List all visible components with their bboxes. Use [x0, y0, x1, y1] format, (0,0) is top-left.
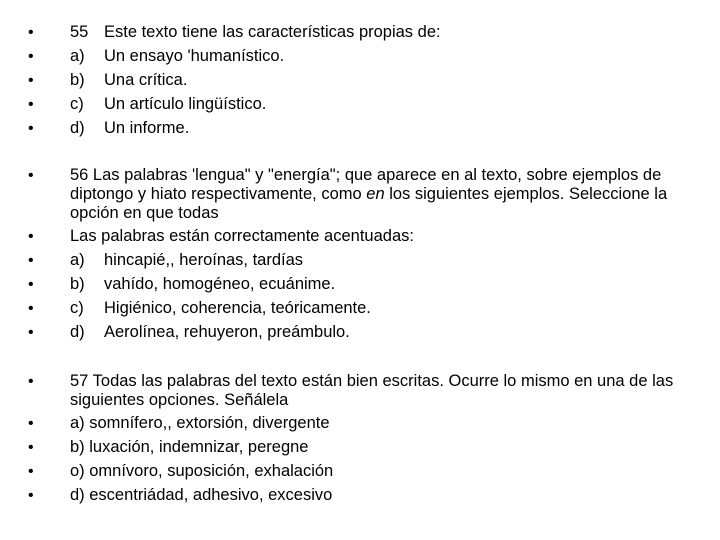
option-a	[28, 47, 698, 66]
option-a	[28, 251, 698, 270]
bullet: •	[28, 415, 34, 432]
question-56-line2	[28, 227, 698, 246]
bullet: •	[28, 48, 34, 65]
option-d	[28, 323, 698, 342]
question-55	[28, 23, 698, 143]
option-text: d) escentriádad, adhesivo, excesivo	[70, 486, 333, 504]
bullet: •	[28, 300, 34, 317]
bullet: •	[28, 487, 34, 504]
option-letter: d)	[70, 323, 85, 341]
question-stem: 57 Todas las palabras del texto están bien escritas. Ocurre lo mismo en una de las siguientes opciones. Señálela	[70, 372, 674, 409]
question-56	[28, 166, 698, 347]
bullet: •	[28, 24, 34, 41]
option-text: o) omnívoro, suposición, exhalación	[70, 462, 334, 480]
bullet: •	[28, 439, 34, 456]
bullet: •	[28, 463, 34, 480]
option-b	[28, 71, 698, 90]
bullet: •	[28, 167, 34, 184]
option-letter: a)	[70, 251, 85, 269]
option-c	[28, 299, 698, 318]
bullet: •	[28, 72, 34, 89]
question-stem-part1: 56 Las palabras 'lengua" y "energía"; que aparece en al texto, sobre ejemplos de diptongo y hiato respectivamente, como	[70, 166, 662, 203]
option-letter: c)	[70, 299, 84, 317]
bullet: •	[28, 252, 34, 269]
question-stem-italic: en	[366, 185, 385, 203]
question-57-stem	[28, 372, 698, 410]
option-text: b) luxación, indemnizar, peregne	[70, 438, 309, 456]
question-stem-part2: los siguientes ejemplos. Seleccione la opción en que todas	[70, 185, 668, 222]
question-57	[28, 372, 698, 510]
option-d	[28, 486, 698, 505]
option-letter: b)	[70, 71, 85, 89]
option-d	[28, 119, 698, 138]
option-text: Una crítica.	[104, 71, 188, 89]
option-a	[28, 414, 698, 433]
bullet: •	[28, 276, 34, 293]
option-text: Un ensayo 'humanístico.	[104, 47, 285, 65]
option-letter: d)	[70, 119, 85, 137]
bullet: •	[28, 120, 34, 137]
bullet: •	[28, 324, 34, 341]
question-55-stem	[28, 23, 698, 42]
bullet: •	[28, 228, 34, 245]
option-text: Un artículo lingüístico.	[104, 95, 267, 113]
question-number: 55	[70, 23, 89, 41]
option-letter: b)	[70, 275, 85, 293]
option-b	[28, 275, 698, 294]
option-letter: c)	[70, 95, 84, 113]
question-56-stem	[28, 166, 698, 223]
question-stem-line: Las palabras están correctamente acentuadas:	[70, 227, 414, 245]
option-text: a) somnífero,, extorsión, divergente	[70, 414, 330, 432]
option-text: Un informe.	[104, 119, 190, 137]
option-c	[28, 462, 698, 481]
bullet: •	[28, 373, 34, 390]
option-text: hincapié,, heroínas, tardías	[104, 251, 304, 269]
option-letter: a)	[70, 47, 85, 65]
option-text: Higiénico, coherencia, teóricamente.	[104, 299, 371, 317]
option-text: Aerolínea, rehuyeron, preámbulo.	[104, 323, 350, 341]
bullet: •	[28, 96, 34, 113]
option-b	[28, 438, 698, 457]
question-stem: Este texto tiene las características propias de:	[104, 23, 441, 41]
option-text: vahído, homogéneo, ecuánime.	[104, 275, 336, 293]
option-c	[28, 95, 698, 114]
